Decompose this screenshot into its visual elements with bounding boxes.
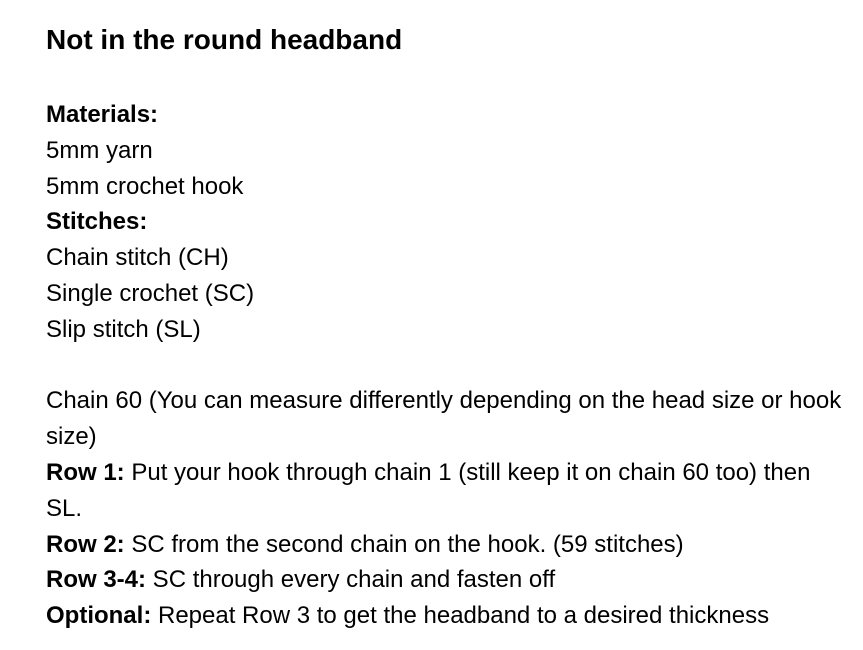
stitches-item-slip: Slip stitch (SL) [46, 315, 201, 343]
stitches-item-chain: Chain stitch (CH) [46, 244, 229, 272]
instruction-row-2-text: SC from the second chain on the hook. (59 stitches) [124, 530, 684, 558]
document-body [46, 97, 858, 634]
instruction-row-3-4-label: Row 3-4: [46, 566, 147, 594]
instruction-row-1-label: Row 1: [46, 458, 125, 486]
instruction-row-2-label: Row 2: [46, 530, 125, 558]
instruction-optional-label: Optional: [46, 602, 152, 630]
instruction-row-2 [46, 527, 858, 563]
stitches-heading: Stitches: [46, 208, 148, 236]
instruction-row-1 [46, 455, 846, 527]
instruction-row-3-4-text: SC through every chain and fasten off [146, 566, 556, 594]
instruction-row-3-4 [46, 562, 858, 598]
instruction-optional [46, 598, 858, 634]
instruction-optional-text: Repeat Row 3 to get the headband to a desired thickness [151, 602, 770, 630]
instruction-row-1-text: Put your hook through chain 1 (still keep it on chain 60 too) then SL. [46, 458, 811, 522]
materials-item-hook: 5mm crochet hook [46, 172, 244, 200]
instructions-intro: Chain 60 (You can measure differently depending on the head size or hook size) [46, 387, 842, 451]
page-title: Not in the round headband [46, 24, 403, 55]
materials-item-yarn: 5mm yarn [46, 136, 153, 164]
stitches-item-single-crochet: Single crochet (SC) [46, 279, 255, 307]
paragraph-spacer [46, 348, 858, 384]
materials-heading: Materials: [46, 101, 159, 128]
